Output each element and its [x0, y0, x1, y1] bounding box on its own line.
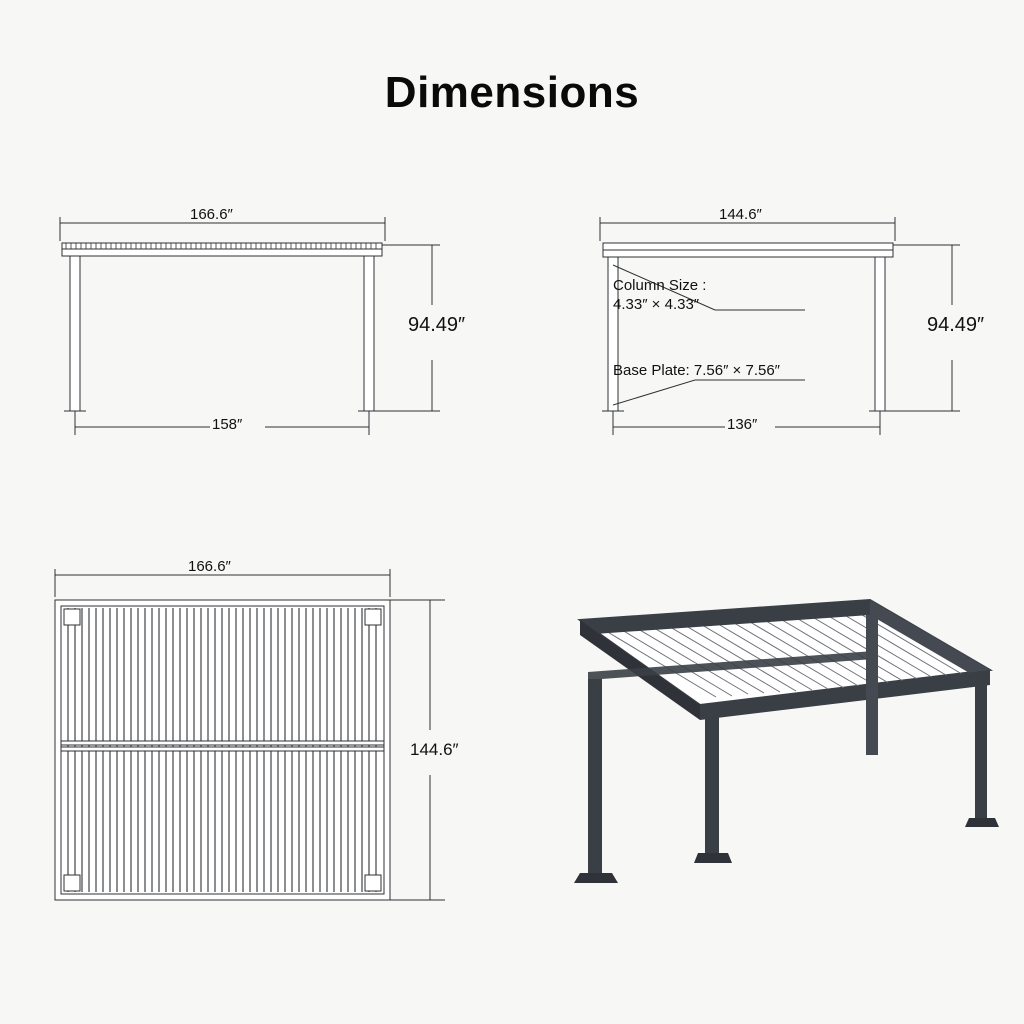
- front-elevation-view: [40, 195, 510, 455]
- front-top-dimension: 166.6″: [190, 206, 233, 223]
- side-top-dimension: 144.6″: [719, 206, 762, 223]
- side-bottom-dimension: 136″: [727, 416, 758, 433]
- top-width-dimension: 166.6″: [188, 558, 231, 575]
- top-plan-view: [30, 545, 480, 945]
- base-plate-note: Base Plate: 7.56″ × 7.56″: [613, 362, 780, 379]
- column-size-note-line2: 4.33″ × 4.33″: [613, 296, 700, 313]
- front-bottom-dimension: 158″: [212, 416, 243, 433]
- front-height-dimension: 94.49″: [408, 314, 466, 336]
- page-title: Dimensions: [384, 68, 640, 117]
- column-size-note-line1: Column Size :: [613, 277, 707, 294]
- top-depth-dimension: 144.6″: [410, 740, 459, 759]
- side-height-dimension: 94.49″: [927, 314, 985, 336]
- side-elevation-view: [575, 195, 1005, 455]
- isometric-view: [470, 575, 1010, 915]
